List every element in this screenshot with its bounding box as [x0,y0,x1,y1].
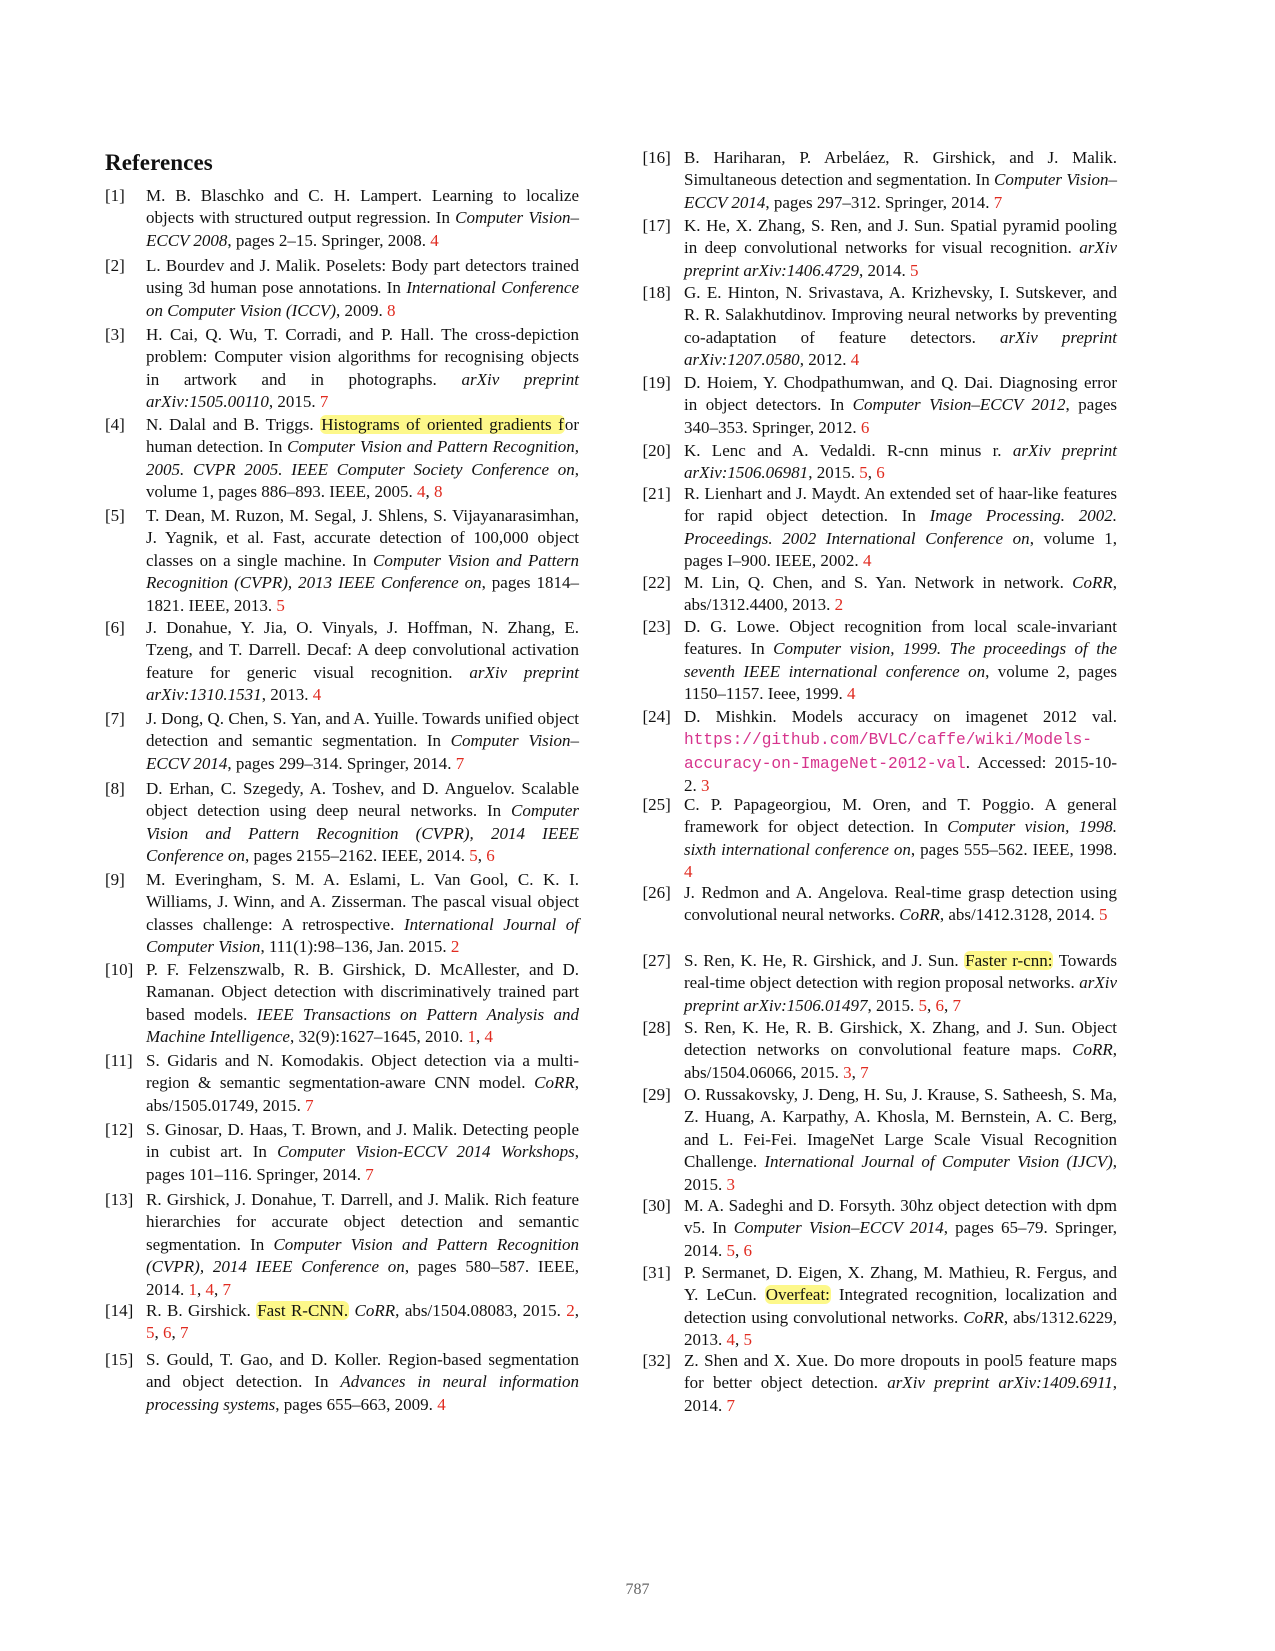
reference-text-segment: , abs/1505.01749, 2015. [146,1073,579,1115]
italic-text: Computer Vision–ECCV 2008 [146,208,580,250]
reference-entry [643,794,1117,884]
reference-number: [20] [642,441,671,460]
reference-entry [643,147,1117,214]
reference-text-segment: , [851,1062,861,1082]
reference-entry [105,1189,579,1301]
reference-text-segment: G. E. Hinton, N. Srivastava, A. Krizhevsky, I. Sutskever, and R. R. Salakhutdinov. Improving neural networks by preventing co-adaptation of feature detectors. [684,283,1117,347]
reference-number: [21] [642,484,671,503]
reference-text-segment: J. Dong, Q. Chen, S. Yan, and A. Yuille. Towards unified object detection and semantic segmentation. In [146,709,579,751]
citation-link[interactable]: 1 [188,1279,197,1299]
citation-link[interactable]: 7 [180,1323,189,1343]
reference-text-segment: , pages 580–587. IEEE, 2014. [146,1257,579,1299]
reference-text [684,372,1117,439]
reference-entry [105,1119,579,1186]
reference-entry [643,616,1117,706]
reference-text-segment: , abs/1312.4400, 2013. [684,573,1117,615]
reference-number: [26] [642,883,671,902]
url-link[interactable]: https://github.com/BVLC/caffe/wiki/Models-accuracy-on-ImageNet-2012-val [684,731,1092,773]
reference-text-segment: , volume 2, pages 1150–1157. Ieee, 1999. [684,661,1117,704]
reference-number: [32] [642,1351,671,1370]
citation-link[interactable]: 7 [319,392,329,412]
reference-number: [14] [105,1301,134,1320]
reference-number: [27] [642,951,671,970]
reference-text [146,1119,579,1186]
reference-text-segment: D. Mishkin. Models accuracy on imagenet 2012 val. [684,707,1117,726]
italic-text: Computer Vision and Pattern Recognition (CVPR), 2013 IEEE Conference on [146,550,579,593]
reference-text [146,1189,579,1301]
reference-text [146,617,579,707]
reference-text-segment: , pages 555–562. IEEE, 1998. [910,839,1117,859]
reference-number: [31] [642,1263,671,1282]
reference-text [684,1017,1117,1084]
italic-text: arXiv preprint arXiv:1506.01497 [684,973,1117,1015]
reference-text [684,616,1117,706]
reference-text [146,185,579,252]
citation-link[interactable]: 6 [486,846,495,866]
reference-text-segment: S. Ren, K. He, R. Girshick, and J. Sun. [684,951,965,970]
citation-link[interactable]: 5 [726,1240,735,1260]
reference-number: [22] [642,573,671,592]
reference-text-segment: , [197,1279,206,1299]
reference-text-segment: R. B. Girshick. [146,1301,257,1320]
italic-text: IEEE Transactions on Pattern Analysis and Machine Intelligence [146,1004,579,1047]
reference-entry [643,483,1117,573]
citation-link[interactable]: 6 [860,417,870,437]
reference-entry [105,414,579,504]
citation-link[interactable]: 4 [850,350,860,370]
reference-text-segment: , abs/1504.08083, 2015. [395,1301,567,1320]
citation-link[interactable]: 5 [1099,905,1108,925]
reference-text-segment: , 2014. [859,260,911,280]
reference-text-segment: , 2015. [867,995,919,1015]
reference-text-segment: , 2012. [799,350,851,370]
reference-entry [105,505,579,617]
reference-text-segment: , abs/1504.06066, 2015. [684,1040,1117,1082]
citation-link[interactable]: 7 [952,995,962,1015]
reference-text-segment: R. Lienhart and J. Maydt. An extended set of haar-like features for rapid object detection. In [684,484,1117,526]
reference-text [146,505,579,617]
reference-text-segment: , abs/1312.6229, 2013. [684,1307,1118,1350]
reference-text-segment: , [425,482,435,502]
reference-text-segment: , [476,1027,485,1047]
italic-text: arXiv preprint arXiv:1409.6911 [887,1373,1113,1393]
italic-text: CoRR [963,1307,1004,1327]
citation-link[interactable]: 2 [450,937,460,957]
citation-link[interactable]: 7 [860,1062,869,1082]
italic-text: International Conference on Computer Vision (ICCV) [146,278,579,320]
citation-link[interactable]: 4 [847,684,856,704]
reference-text-segment: , 111(1):98–136, Jan. 2015. [260,937,451,957]
reference-text-segment: , abs/1412.3128, 2014. [939,905,1100,925]
reference-entry [643,215,1117,282]
highlight: Histograms of oriented gradients f [321,415,564,434]
italic-text: International Journal of Computer Vision [146,914,579,957]
reference-text-segment: , pages 65–79. Springer, 2014. [684,1218,1117,1260]
reference-entry [643,882,1117,927]
reference-text [684,1084,1117,1196]
reference-entry [105,869,579,959]
reference-entry [643,1350,1117,1417]
reference-text-segment: , pages 297–312. Springer, 2014. [765,192,994,212]
reference-text-segment: , [214,1279,223,1299]
citation-link[interactable]: 7 [222,1279,231,1299]
citation-link[interactable]: 7 [726,1395,735,1415]
reference-text [684,440,1117,485]
reference-text-segment: D. Erhan, C. Szegedy, A. Toshev, and D. Anguelov. Scalable object detection using deep neural networks. In [146,779,579,821]
reference-number: [18] [642,283,671,302]
reference-text [684,1350,1117,1417]
reference-text-segment: , 2015. [684,1152,1117,1194]
reference-number: [7] [105,709,125,728]
reference-entry [105,1300,579,1345]
reference-text-segment: , [735,1330,744,1350]
reference-number: [29] [642,1085,671,1104]
citation-link[interactable]: 1 [467,1027,477,1047]
reference-text [146,324,579,414]
reference-entry [643,372,1117,439]
reference-number: [28] [642,1018,671,1037]
citation-link[interactable]: 4 [684,862,693,882]
reference-entry [643,1084,1117,1196]
reference-text-segment: M. B. Blaschko and C. H. Lampert. Learning to localize objects with structured output regression. In [146,186,579,228]
reference-number: [6] [105,618,125,637]
reference-entry [105,959,579,1049]
reference-text-segment: , pages 655–663, 2009. [275,1394,438,1414]
reference-text [684,483,1117,573]
reference-text-segment: Towards real-time object detection with region proposal networks. [684,951,1117,993]
reference-entry [105,185,579,252]
italic-text: CoRR [1072,573,1113,592]
citation-link[interactable]: 2 [566,1301,575,1320]
italic-text: arXiv preprint arXiv:1505.00110 [146,369,579,412]
citation-link[interactable]: 6 [163,1323,172,1343]
reference-number: [8] [105,779,125,798]
citation-link[interactable]: 2 [834,595,844,615]
reference-text-segment: , 2013. [261,685,313,705]
citation-link[interactable]: 5 [910,260,919,280]
reference-text [146,255,579,322]
reference-text-segment: , pages 2155–2162. IEEE, 2014. [244,846,470,866]
italic-text: arXiv preprint arXiv:1310.1531 [146,662,579,705]
reference-text-segment: D. Hoiem, Y. Chodpathumwan, and Q. Dai. Diagnosing error in object detectors. In [684,373,1117,415]
reference-entry [643,1017,1117,1084]
citation-link[interactable]: 8 [434,482,443,502]
reference-text [684,706,1117,798]
citation-link[interactable]: 5 [743,1330,752,1350]
reference-number: [16] [642,148,671,167]
reference-number: [23] [642,617,671,636]
reference-number: [2] [105,256,125,275]
reference-text-segment: , [735,1240,744,1260]
reference-text [146,414,579,504]
italic-text: CoRR [354,1301,396,1320]
reference-text-segment: H. Cai, Q. Wu, T. Corradi, and P. Hall. The cross-depiction problem: Computer vision algorithms for recognising objects in artwork and in photographs. [146,325,579,389]
reference-entry [643,950,1117,1017]
reference-text-segment: S. Gould, T. Gao, and D. Koller. Region-based segmentation and object detection. In [146,1350,579,1392]
italic-text: International Journal of Computer Vision (IJCV) [764,1152,1113,1172]
reference-entry [105,255,579,322]
reference-text-segment: , 2009. [335,300,387,320]
references-heading: References [105,150,213,175]
reference-text-segment: J. Redmon and A. Angelova. Real-time grasp detection using convolutional neural networks. [684,883,1117,925]
italic-text: CoRR [899,905,940,925]
reference-entry [105,1050,579,1117]
citation-link[interactable]: 3 [701,776,710,796]
italic-text: Computer Vision and Pattern Recognition, 2005. CVPR 2005. IEEE Computer Society Conference on [146,437,579,479]
citation-link[interactable]: 7 [455,753,465,773]
citation-link[interactable]: 5 [146,1323,155,1343]
reference-number: [4] [105,415,125,434]
citation-link[interactable]: 3 [726,1174,735,1194]
italic-text: Computer vision, 1999. The proceedings of the seventh IEEE international conference on [684,639,1117,681]
reference-text-segment: , pages 1814–1821. IEEE, 2013. [146,573,579,615]
reference-text-segment: , 2014. [684,1373,1117,1415]
reference-text-segment: , 32(9):1627–1645, 2010. [289,1027,468,1047]
highlight: Fast R-CNN. [257,1301,349,1320]
highlight: Overfeat: [765,1285,830,1305]
reference-text-segment: , [154,1323,163,1343]
reference-text-segment: L. Bourdev and J. Malik. Poselets: Body part detectors trained using 3d human pose annotations. In [146,256,579,298]
reference-text-segment: , pages 101–116. Springer, 2014. [146,1142,580,1184]
reference-text-segment: P. F. Felzenszwalb, R. B. Girshick, D. McAllester, and D. Ramanan. Object detection with discriminatively trained part based models. [146,960,579,1024]
reference-number: [30] [642,1196,671,1215]
citation-link[interactable]: 7 [305,1095,314,1115]
reference-text-segment: J. Donahue, Y. Jia, O. Vinyals, J. Hoffman, N. Zhang, E. Tzeng, and T. Darrell. Decaf: A deep convolutional activation feature for generic visual recognition. [146,618,579,682]
italic-text: Computer Vision and Pattern Recognition (CVPR), 2014 IEEE Conference on [146,801,579,866]
italic-text: Computer Vision and Pattern Recognition (CVPR), 2014 IEEE Conference on [146,1234,579,1277]
reference-number: [12] [105,1120,134,1139]
italic-text: CoRR [534,1073,575,1093]
reference-text-segment: P. Sermanet, D. Eigen, X. Zhang, M. Mathieu, R. Fergus, and Y. LeCun. [684,1263,1117,1305]
reference-text [146,1300,579,1345]
reference-number: [5] [105,506,125,525]
reference-text [684,572,1117,617]
reference-text-segment: K. He, X. Zhang, S. Ren, and J. Sun. Spatial pyramid pooling in deep convolutional networks for visual recognition. [684,216,1117,258]
reference-text [684,215,1117,282]
reference-text [684,1195,1117,1262]
reference-text-segment: or human detection. In [146,415,579,457]
reference-text-segment: , 2015. [268,392,320,412]
highlight: Faster r-cnn: [965,951,1053,970]
reference-entry [643,572,1117,617]
italic-text: arXiv preprint arXiv:1506.06981 [684,441,1117,483]
citation-link[interactable]: 8 [386,300,396,320]
italic-text: Computer Vision–ECCV 2014 [684,170,1117,212]
citation-link[interactable]: 4 [862,551,872,571]
italic-text: arXiv preprint arXiv:1406.4729 [684,238,1117,280]
page-number: 787 [625,1581,650,1598]
reference-text [684,282,1117,372]
citation-link[interactable]: 4 [726,1330,735,1350]
citation-link[interactable]: 7 [993,192,1003,212]
italic-text: CoRR [1072,1040,1113,1060]
reference-entry [105,324,579,414]
reference-entry [105,778,579,868]
reference-text [146,1349,579,1416]
reference-number: [24] [642,707,671,726]
reference-entry [643,1262,1117,1352]
reference-text-segment: R. Girshick, J. Donahue, T. Darrell, and J. Malik. Rich feature hierarchies for accurate object detection and semantic segmentation. In [146,1190,579,1254]
reference-text-segment: , volume 1, pages I–900. IEEE, 2002. [684,528,1117,571]
reference-number: [9] [105,870,125,889]
italic-text: arXiv preprint arXiv:1207.0580 [684,327,1117,370]
italic-text: Computer vision, 1998. sixth international conference on [684,817,1117,859]
reference-text-segment: M. Everingham, S. M. A. Eslami, L. Van Gool, C. K. I. Williams, J. Winn, and A. Zisserman. The pascal visual object classes challenge: A retrospective. [146,870,579,934]
citation-link[interactable]: 5 [469,846,478,866]
reference-number: [17] [642,216,671,235]
reference-text-segment: , [171,1323,180,1343]
reference-text-segment: Z. Shen and X. Xue. Do more dropouts in pool5 feature maps for better object detection. [684,1351,1117,1393]
reference-number: [19] [642,373,671,392]
citation-link[interactable]: 5 [859,463,868,483]
reference-text [146,1050,579,1117]
reference-text-segment: B. Hariharan, P. Arbeláez, R. Girshick, and J. Malik. Simultaneous detection and segmentation. In [684,148,1117,190]
citation-link[interactable]: 3 [843,1062,852,1082]
reference-text-segment: N. Dalal and B. Triggs. [146,415,321,434]
reference-entry [643,282,1117,372]
reference-text-segment: C. P. Papageorgiou, M. Oren, and T. Poggio. A general framework for object detection. In [684,795,1117,837]
italic-text: Computer Vision–ECCV 2014 [146,731,580,773]
citation-link[interactable]: 7 [365,1164,374,1184]
reference-text-segment: S. Ren, K. He, R. B. Girshick, X. Zhang, and J. Sun. Object detection networks on convolutional feature maps. [684,1018,1117,1060]
reference-text-segment: , pages 299–314. Springer, 2014. [227,753,456,773]
reference-text-segment: , volume 1, pages 886–893. IEEE, 2005. [146,459,579,502]
citation-link[interactable]: 4 [437,1394,446,1414]
citation-link[interactable]: 5 [918,995,928,1015]
reference-text-segment: , 2015. [808,463,860,483]
reference-text-segment: , [477,846,487,866]
reference-text [684,882,1117,927]
reference-text [146,869,579,959]
reference-entry [105,617,579,707]
reference-text [146,959,579,1049]
italic-text: Computer Vision-ECCV 2014 Workshops [277,1142,575,1162]
reference-text [146,778,579,868]
italic-text: Advances in neural information processing systems [146,1372,579,1414]
reference-text-segment: M. Lin, Q. Chen, and S. Yan. Network in network. [684,573,1073,592]
citation-link[interactable]: 6 [935,995,945,1015]
citation-link[interactable]: 4 [417,482,426,502]
reference-entry [105,708,579,775]
reference-number: [25] [642,795,671,814]
reference-number: [15] [105,1350,134,1369]
italic-text: Image Processing. 2002. Proceedings. 2002 International Conference on [684,506,1117,548]
reference-text-segment: T. Dean, M. Ruzon, M. Segal, J. Shlens, S. Vijayanarasimhan, J. Yagnik, et al. Fast, accurate detection of 100,000 object classes on a single machine. In [146,506,579,570]
reference-text [684,147,1117,214]
reference-entry [105,1349,579,1416]
reference-text-segment: , pages 2–15. Springer, 2008. [227,230,431,250]
citation-link[interactable]: 4 [484,1027,494,1047]
reference-number: [11] [105,1051,133,1070]
reference-text [684,1262,1117,1352]
reference-text-segment: M. A. Sadeghi and D. Forsyth. 30hz object detection with dpm v5. In [684,1196,1117,1238]
reference-text [146,708,579,775]
reference-number: [10] [105,960,134,979]
reference-text-segment: , [944,995,953,1015]
citation-link[interactable]: 6 [876,463,885,483]
italic-text: Computer Vision–ECCV 2012 [852,395,1066,415]
citation-link[interactable]: 4 [205,1279,214,1299]
reference-text-segment: , [927,995,936,1015]
reference-text-segment: S. Ginosar, D. Haas, T. Brown, and J. Malik. Detecting people in cubist art. In [146,1120,579,1162]
reference-entry [643,1195,1117,1262]
citation-link[interactable]: 6 [743,1240,752,1260]
citation-link[interactable]: 4 [430,230,439,250]
reference-text-segment: . Accessed: 2015-10-2. [684,752,1117,796]
reference-text-segment: O. Russakovsky, J. Deng, H. Su, J. Krause, S. Satheesh, S. Ma, Z. Huang, A. Karpathy, A. Khosla, M. Bernstein, A. C. Berg, and L. Fei-Fei. ImageNet Large Scale Visual Recognition Challenge. [684,1085,1117,1172]
reference-text-segment: , [867,463,877,483]
reference-text-segment: Integrated recognition, localization and detection using convolutional networks. [684,1285,1117,1327]
reference-number: [3] [105,325,125,344]
reference-text [684,794,1117,884]
italic-text: Computer Vision–ECCV 2014 [733,1218,944,1238]
reference-entry [643,706,1117,798]
reference-text-segment: S. Gidaris and N. Komodakis. Object detection via a multi-region & semantic segmentation-aware CNN model. [146,1051,579,1093]
reference-text-segment: , pages 340–353. Springer, 2012. [684,395,1117,437]
reference-entry [643,440,1117,485]
reference-text-segment: , [574,1301,580,1320]
reference-number: [13] [105,1190,134,1209]
citation-link[interactable]: 4 [312,685,322,705]
reference-number: [1] [105,186,125,205]
citation-link[interactable]: 5 [276,595,285,615]
reference-text-segment: K. Lenc and A. Vedaldi. R-cnn minus r. [684,441,1013,460]
reference-text [684,950,1117,1017]
reference-text-segment: D. G. Lowe. Object recognition from local scale-invariant features. In [684,617,1117,659]
